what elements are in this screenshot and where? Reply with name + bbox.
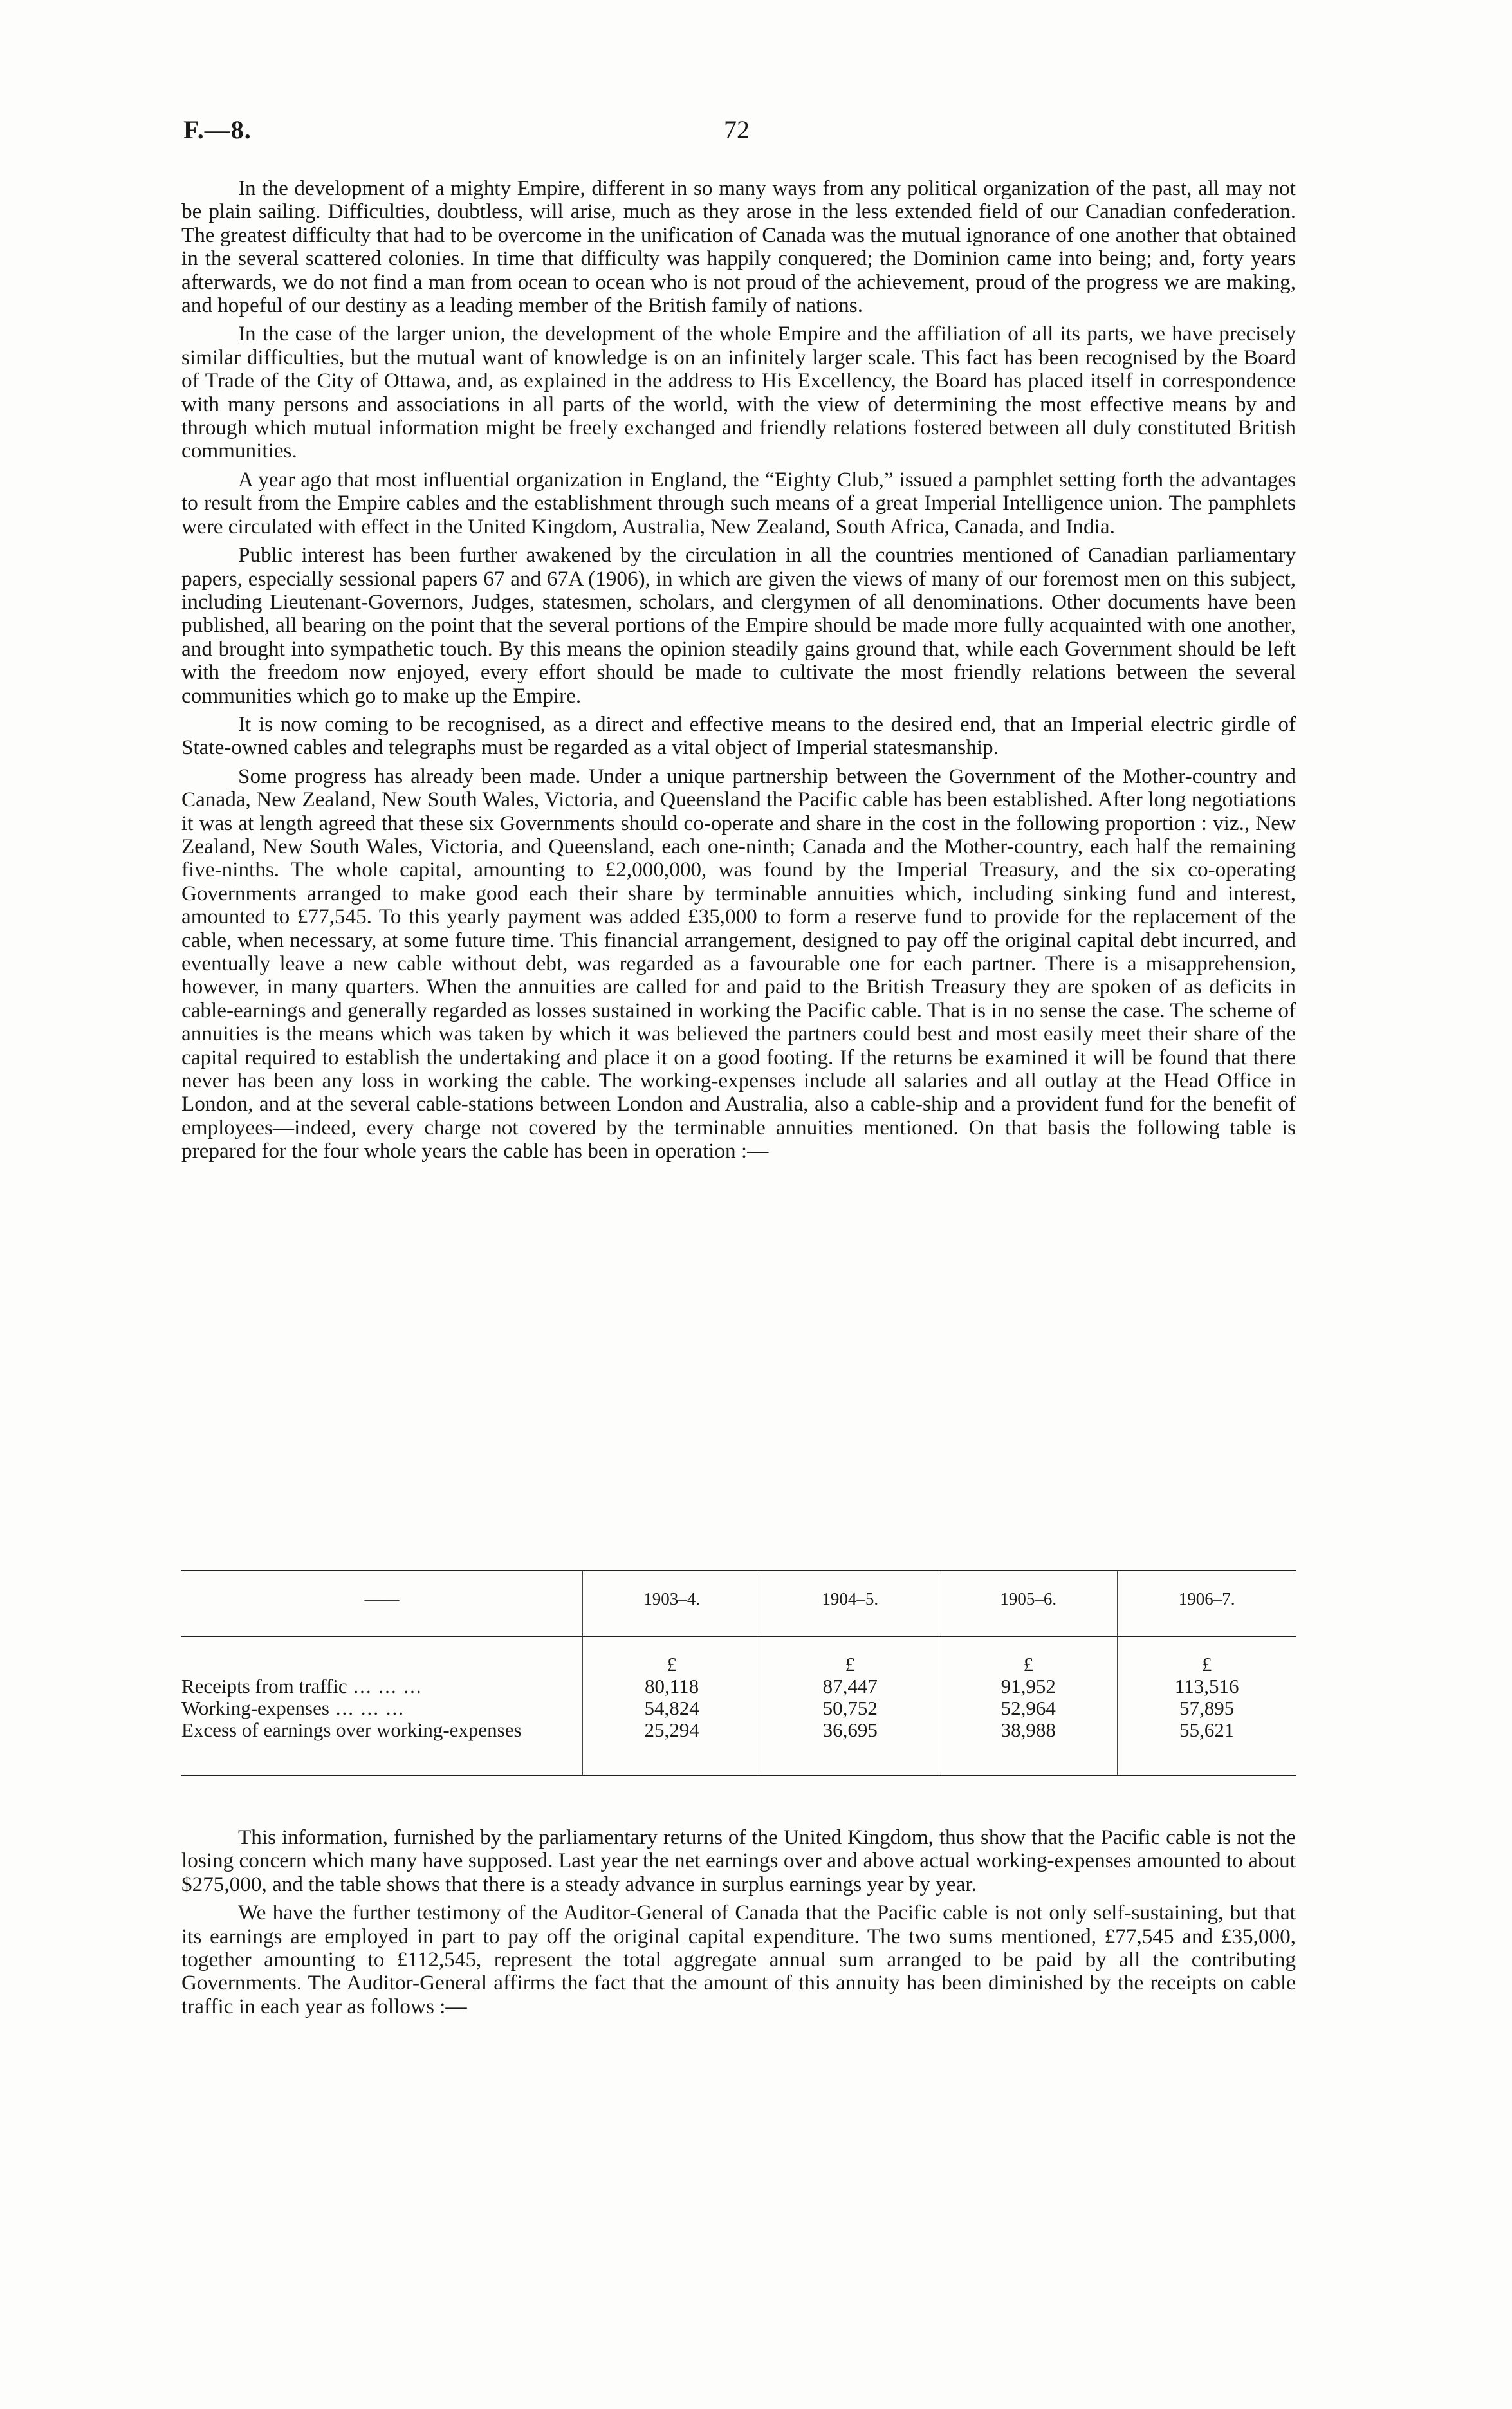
unit-symbol: £ [583, 1636, 761, 1675]
page-header [183, 115, 1316, 153]
table-cell: 38,988 [939, 1719, 1118, 1775]
page-reference: F.—8. [183, 115, 252, 144]
column-header: 1904–5. [761, 1571, 939, 1636]
table-cell: 91,952 [939, 1675, 1118, 1697]
dot-leader: ... ... ... [347, 1675, 423, 1697]
dot-leader: ... ... ... [329, 1697, 405, 1719]
unit-row-label [181, 1636, 583, 1675]
row-label-text: Receipts from traffic [181, 1675, 347, 1697]
column-header: 1905–6. [939, 1571, 1118, 1636]
table-row [181, 1719, 1296, 1775]
table-cell: 54,824 [583, 1697, 761, 1719]
row-label-text: Working-expenses [181, 1697, 329, 1719]
table-row [181, 1675, 1296, 1697]
paragraph: Public interest has been further awakened by the circulation in all the countries mentioned of Canadian parliamentary papers, especially sessional papers 67 and 67A (1906), in which are given the views of many of our foremost men on this subject, including Lieutenant-Governors, Judges, statesmen, scholars, and clergymen of all denominations. Other documents have been published, all bearing on the point that the several portions of the Empire should be made more fully acquainted with one another, and brought into sympathetic touch. By this means the opinion steadily gains ground that, while each Government should be left with the freedom now enjoyed, every effort should be made to cultivate the most friendly relations between the several communities which go to make up the Empire. [181, 543, 1296, 708]
unit-row [181, 1636, 1296, 1675]
unit-symbol: £ [1118, 1636, 1296, 1675]
table-cell: 113,516 [1118, 1675, 1296, 1697]
page-number: 72 [724, 115, 750, 144]
row-label [181, 1719, 583, 1775]
table-corner: —— [181, 1571, 583, 1636]
paragraph: This information, furnished by the parliamentary returns of the United Kingdom, thus show that the Pacific cable is not the losing concern which many have supposed. Last year the net earnings over and above actual working-expenses amounted to about $275,000, and the table shows that there is a steady advance in surplus earnings year by year. [181, 1825, 1296, 1896]
cable-earnings-table [181, 1570, 1296, 1776]
table-cell: 25,294 [583, 1719, 761, 1775]
table-cell: 87,447 [761, 1675, 939, 1697]
row-label [181, 1675, 583, 1697]
row-label [181, 1697, 583, 1719]
body-text-after-table [181, 1826, 1296, 2024]
table-cell: 52,964 [939, 1697, 1118, 1719]
body-text-before-table [181, 177, 1296, 1168]
table-cell: 57,895 [1118, 1697, 1296, 1719]
paragraph: We have the further testimony of the Auditor-General of Canada that the Pacific cable is not only self-sustaining, but that its earnings are employed in part to pay off the original capital expenditure. The two sums mentioned, £77,545 and £35,000, together amounting to £112,545, represent the total aggregate annual sum arranged to be paid by all the contributing Governments. The Auditor-General affirms the fact that the amount of this annuity has been diminished by the receipts on cable traffic in each year as follows :— [181, 1901, 1296, 2018]
table-header-row [181, 1571, 1296, 1636]
table-cell: 50,752 [761, 1697, 939, 1719]
row-label-text: Excess of earnings over working-expenses [181, 1719, 522, 1741]
column-header: 1906–7. [1118, 1571, 1296, 1636]
table-cell: 80,118 [583, 1675, 761, 1697]
table-cell: 36,695 [761, 1719, 939, 1775]
paragraph: In the case of the larger union, the development of the whole Empire and the affiliation of all its parts, we have precisely similar difficulties, but the mutual want of knowledge is on an infinitely larger scale. This fact has been recognised by the Board of Trade of the City of Ottawa, and, as explained in the address to His Excellency, the Board has placed itself in correspondence with many persons and associations in all parts of the world, with the view of determining the most effective means by and through which mutual information might be freely exchanged and friendly relations fostered between all duly constituted British communities. [181, 322, 1296, 463]
column-header: 1903–4. [583, 1571, 761, 1636]
paragraph: A year ago that most influential organization in England, the “Eighty Club,” issued a pamphlet setting forth the advantages to result from the Empire cables and the establishment through such means of a great Imperial Intelligence union. The pamphlets were circulated with effect in the United Kingdom, Australia, New Zealand, South Africa, Canada, and India. [181, 467, 1296, 539]
unit-symbol: £ [761, 1636, 939, 1675]
table-cell: 55,621 [1118, 1719, 1296, 1775]
unit-symbol: £ [939, 1636, 1118, 1675]
earnings-table [181, 1570, 1296, 1776]
paragraph: It is now coming to be recognised, as a direct and effective means to the desired end, that an Imperial electric girdle of State-owned cables and telegraphs must be regarded as a vital object of Imperial statesmanship. [181, 712, 1296, 760]
paragraph: In the development of a mighty Empire, different in so many ways from any political organization of the past, all may not be plain sailing. Difficulties, doubtless, will arise, much as they arose in the less extended field of our Canadian confederation. The greatest difficulty that had to be overcome in the unification of Canada was the mutual ignorance of one another that obtained in the several scattered colonies. In time that difficulty was happily conquered; the Dominion came into being; and, forty years afterwards, we do not find a man from ocean to ocean who is not proud of the achievement, proud of the progress we are making, and hopeful of our destiny as a leading member of the British family of nations. [181, 176, 1296, 318]
paragraph: Some progress has already been made. Under a unique partnership between the Government of the Mother-country and Canada, New Zealand, New South Wales, Victoria, and Queensland the Pacific cable has been established. After long negotiations it was at length agreed that these six Governments should co-operate and share in the cost in the following proportion : viz., New Zealand, New South Wales, Victoria, and Queensland, each one-ninth; Canada and the Mother-country, each half the remaining five-ninths. The whole capital, amounting to £2,000,000, was found by the Imperial Treasury, and the six co-operating Governments arranged to make good each their share by terminable annuities which, including sinking fund and interest, amounted to £77,545. To this yearly payment was added £35,000 to form a reserve fund to provide for the replacement of the cable, when necessary, at some future time. This financial arrangement, designed to pay off the original capital debt incurred, and eventually leave a new cable without debt, was regarded as a favourable one for each partner. There is a misapprehension, however, in many quarters. When the annuities are called for and paid to the British Treasury they are spoken of as deficits in cable-earnings and generally regarded as losses sustained in working the Pacific cable. That is in no sense the case. The scheme of annuities is the means which was taken by which it was believed the partners could best and most easily meet their share of the capital required to establish the undertaking and place it on a good footing. If the returns be examined it will be found that there never has been any loss in working the cable. The working-expenses include all salaries and all outlay at the Head Office in London, and at the several cable-stations between London and Australia, also a cable-ship and a provident fund for the benefit of employees—indeed, every charge not covered by the terminable annuities mentioned. On that basis the following table is prepared for the four whole years the cable has been in operation :— [181, 764, 1296, 1163]
table-row [181, 1697, 1296, 1719]
